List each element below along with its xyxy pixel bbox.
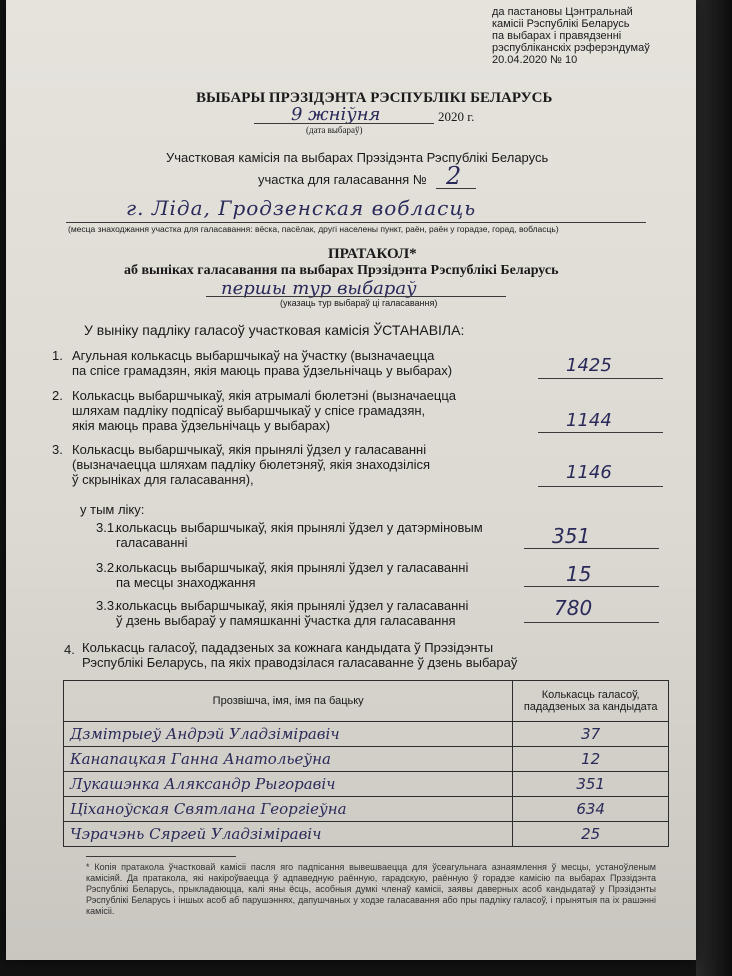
- subitem-value-line: [524, 622, 659, 623]
- protocol-sheet: [6, 0, 696, 960]
- precinct-number: 2: [446, 162, 462, 190]
- item4-line: Колькасць галасоў, пададзеных за кожнага кандыдата ў Прэзідэнты: [82, 640, 494, 655]
- subitem-value: 780: [554, 596, 593, 620]
- protocol-subtitle: аб выніках галасавання па выбарах Прэзідэнта Рэспублікі Беларусь: [124, 263, 559, 278]
- location-caption: (месца знаходжання участка для галасавання: вёска, пасёлак, другі населены пункт, раён, раён у горадзе, горад, вобласць): [68, 224, 559, 234]
- table-row: [64, 747, 669, 772]
- subitem-line: ў дзень выбараў у памяшканні ўчастка для галасавання: [116, 613, 456, 628]
- subitem-text: [116, 560, 468, 590]
- subitem-line: колькасць выбаршчыкаў, якія прынялі ўдзел у галасаванні: [116, 598, 469, 613]
- including-label: у тым ліку:: [80, 502, 145, 517]
- round-underline: [206, 296, 506, 297]
- item-line: Колькасць выбаршчыкаў, якія атрымалі бюлетэні (вызначаецца: [72, 388, 457, 403]
- item-value-line: [538, 486, 663, 487]
- header-note-line: да пастановы Цэнтральнай: [492, 6, 633, 18]
- location-handwritten: г. Ліда, Гродзенская вобласць: [126, 196, 477, 220]
- footnote-separator: [86, 856, 236, 857]
- header-note-line: 20.04.2020 № 10: [492, 54, 578, 66]
- page-title: ВЫБАРЫ ПРЭЗІДЭНТА РЭСПУБЛІКІ БЕЛАРУСЬ: [196, 90, 553, 106]
- col-header-votes: [513, 681, 669, 722]
- subitem-value: 15: [566, 562, 592, 586]
- round-handwritten: першы тур выбараў: [221, 278, 417, 299]
- header-note-line: па выбарах і правядзенні: [492, 30, 622, 42]
- header-note: [492, 6, 650, 66]
- item-value-line: [538, 378, 663, 379]
- item-value: 1425: [566, 355, 612, 376]
- background-edge: [696, 0, 732, 976]
- item-line: (вызначаецца шляхам падліку бюлетэняў, якія знаходзіліся: [72, 457, 430, 472]
- subitem-value-line: [524, 548, 659, 549]
- subitem-text: [116, 520, 483, 550]
- item-value: 1144: [566, 410, 612, 431]
- header-note-line: камісіі Рэспублікі Беларусь: [492, 18, 630, 30]
- col-header-votes-line: пададзеных за кандыдата: [523, 701, 658, 713]
- item-value: 1146: [566, 462, 612, 483]
- header-note-line: рэспубліканскіх рэферэндумаў: [492, 42, 650, 54]
- candidate-votes: 12: [513, 747, 669, 772]
- item-line: Агульная колькасць выбаршчыкаў на ўчастку (вызначаецца: [72, 348, 435, 363]
- item-number: 1.: [52, 348, 63, 363]
- subitem-number: 3.2.: [96, 560, 118, 575]
- location-underline: [66, 222, 646, 223]
- date-year: 2020 г.: [438, 109, 475, 124]
- item-number: 3.: [52, 442, 63, 457]
- footnote: * Копія пратакола ўчастковай камісіі пасля яго падпісання вывешваецца для ўсеагульнага азнаямлення ў месцы, устаноўленым камісіяй. Да пратакола, які накіроўваецца ў адпаведную раённую, гарадскую, раённую ў горадзе камісію па выбарах Прэзідэнта Рэспублікі Беларусь, прыкладаюцца, калі яны ёсць, асобныя думкі членаў камісіі, заявы даверных асоб кандыдатаў у Прэзідэнты Рэспублікі Беларусь і іншых асоб аб парушэннях, дапушчаных у ходзе галасавання або пры падліку галасоў, і прынятыя па іх рашэнні камісіі.: [86, 862, 656, 916]
- item-line: Колькасць выбаршчыкаў, якія прынялі ўдзел у галасаванні: [72, 442, 427, 457]
- table-row: [64, 822, 669, 847]
- col-header-name: Прозвішча, імя, імя па бацьку: [64, 681, 513, 722]
- col-header-votes-line: Колькасць галасоў,: [541, 689, 640, 701]
- subitem-line: колькасць выбаршчыкаў, якія прынялі ўдзел у датэрміновым: [116, 520, 483, 535]
- election-date-handwritten: 9 жніўня: [291, 104, 381, 125]
- candidate-name: Дзмітрыеў Андрэй Уладзіміравіч: [64, 722, 513, 747]
- candidate-votes: 351: [513, 772, 669, 797]
- item-line: ў скрыніках для галасавання),: [72, 472, 254, 487]
- item-number: 4.: [64, 642, 75, 657]
- precinct-number-underline: [436, 188, 476, 189]
- commission-line1: Участковая камісія па выбарах Прэзідэнта Рэспублікі Беларусь: [166, 150, 549, 165]
- commission-line2: участка для галасавання №: [258, 172, 427, 187]
- item-value-line: [538, 432, 663, 433]
- table-row: [64, 797, 669, 822]
- candidates-table: [63, 680, 669, 847]
- subitem-line: галасаванні: [116, 535, 188, 550]
- round-caption: (указаць тур выбараў ці галасавання): [280, 298, 438, 308]
- protocol-title: ПРАТАКОЛ*: [328, 246, 417, 262]
- subitem-value: 351: [552, 524, 591, 548]
- table-row: [64, 722, 669, 747]
- item-text: [72, 348, 452, 378]
- item4-text: [82, 640, 517, 670]
- candidate-votes: 25: [513, 822, 669, 847]
- item-number: 2.: [52, 388, 63, 403]
- table-header-row: [64, 681, 669, 722]
- item4-line: Рэспублікі Беларусь, па якіх праводзілася галасаванне ў дзень выбараў: [82, 655, 518, 670]
- item-line: якія маюць права ўдзельнічаць у выбарах): [72, 418, 331, 433]
- candidate-name: Чэрачэнь Сяргей Уладзіміравіч: [64, 822, 513, 847]
- item-line: па спісе грамадзян, якія маюць права ўдзельнічаць у выбарах): [72, 363, 453, 378]
- candidate-name: Канапацкая Ганна Анатольеўна: [64, 747, 513, 772]
- subitem-number: 3.1.: [96, 520, 118, 535]
- subitem-number: 3.3.: [96, 598, 118, 613]
- subitem-value-line: [524, 586, 659, 587]
- item-line: шляхам падліку подпісаў выбаршчыкаў у спісе грамадзян,: [72, 403, 426, 418]
- subitem-line: колькасць выбаршчыкаў, якія прынялі ўдзел у галасаванні: [116, 560, 469, 575]
- date-caption: (дата выбараў): [306, 125, 363, 135]
- established-text: У выніку падліку галасоў участковая камісія ЎСТАНАВІЛА:: [84, 322, 465, 338]
- candidate-votes: 634: [513, 797, 669, 822]
- table-row: [64, 772, 669, 797]
- subitem-line: па месцы знаходжання: [116, 575, 256, 590]
- date-underline: [254, 123, 434, 124]
- subitem-text: [116, 598, 468, 628]
- candidate-votes: 37: [513, 722, 669, 747]
- item-text: [72, 442, 430, 487]
- candidate-name: Ціханоўская Святлана Георгіеўна: [64, 797, 513, 822]
- item-text: [72, 388, 456, 433]
- candidate-name: Лукашэнка Аляксандр Рыгоравіч: [64, 772, 513, 797]
